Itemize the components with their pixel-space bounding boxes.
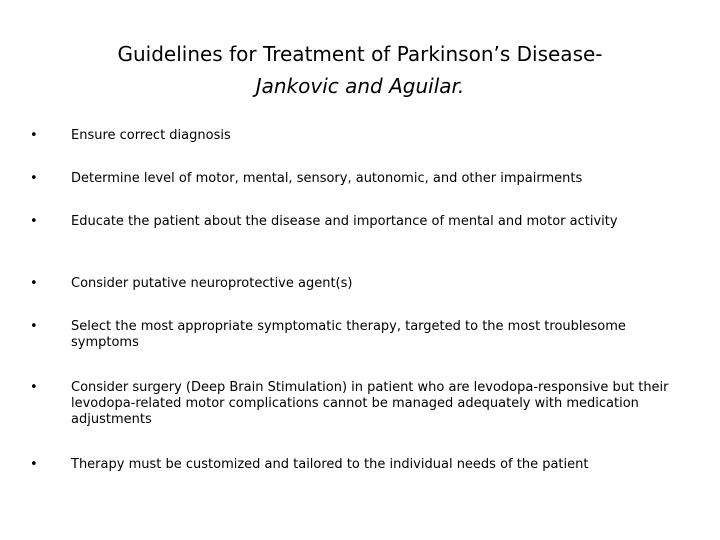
bullet-text: Determine level of motor, mental, sensory, autonomic, and other impairments: [71, 171, 583, 186]
bullet-text: Consider surgery (Deep Brain Stimulation) in patient who are levodopa-responsive but their levodopa-related motor complications cannot be managed adequately with medication adjustments: [71, 380, 669, 427]
bullet-text: Select the most appropriate symptomatic therapy, targeted to the most troublesome symptoms: [71, 319, 626, 350]
bullet-text: Consider putative neuroprotective agent(s): [71, 276, 353, 291]
slide-title: [40, 38, 680, 102]
bullet-icon: •: [30, 128, 38, 143]
bullet-icon: •: [30, 319, 38, 334]
bullet-icon: •: [30, 457, 38, 472]
title-line-2: Jankovic and Aguilar.: [255, 74, 465, 98]
bullet-icon: •: [30, 214, 38, 229]
bullet-icon: •: [30, 276, 38, 291]
title-line-1: Guidelines for Treatment of Parkinson’s Disease-: [117, 42, 603, 66]
bullet-icon: •: [30, 171, 38, 186]
bullet-text: Educate the patient about the disease and importance of mental and motor activity: [71, 214, 618, 229]
bullet-text: Therapy must be customized and tailored to the individual needs of the patient: [71, 457, 589, 472]
bullet-icon: •: [30, 380, 38, 395]
bullet-text: Ensure correct diagnosis: [71, 128, 231, 143]
